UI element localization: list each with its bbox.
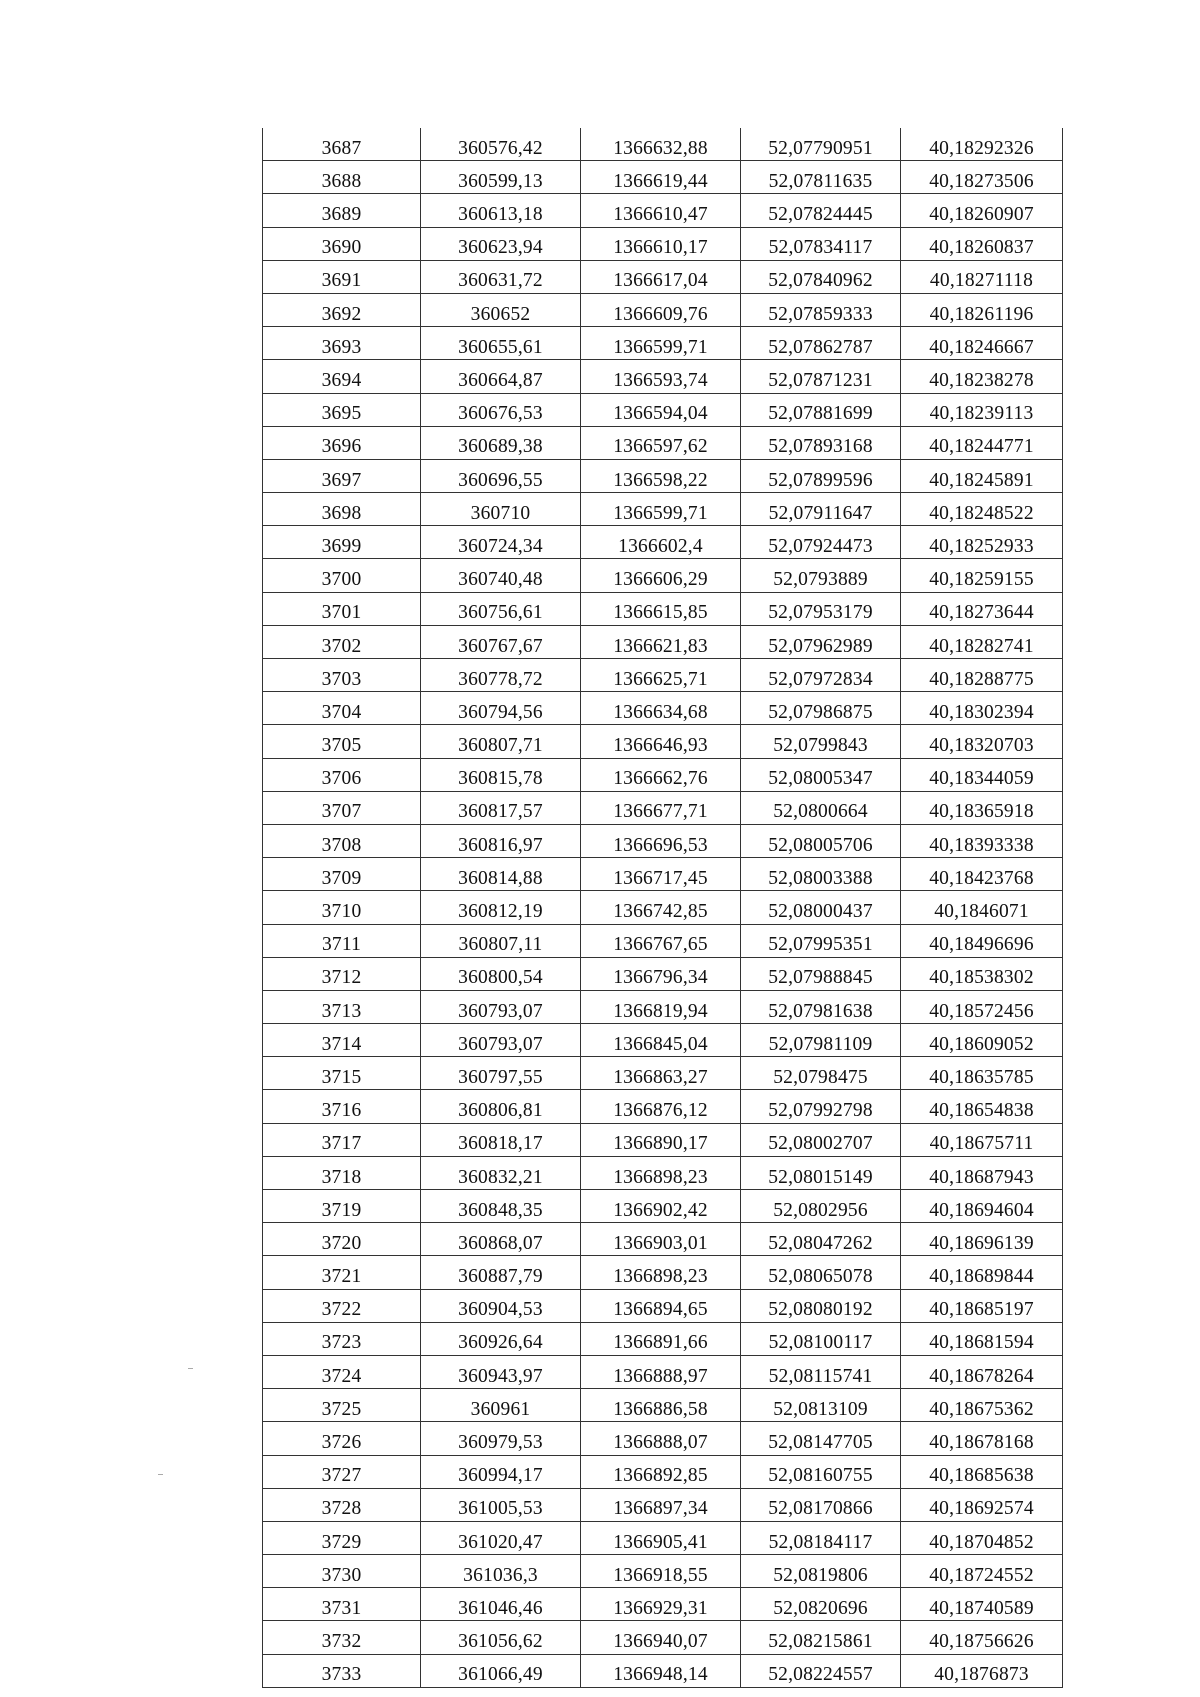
latitude-cell: 52,07881699	[741, 393, 901, 426]
table-row	[263, 1256, 1063, 1289]
table-row	[263, 327, 1063, 360]
x-coordinate-cell: 360710	[421, 493, 581, 526]
y-coordinate-cell: 1366929,31	[581, 1588, 741, 1621]
y-coordinate-cell: 1366948,14	[581, 1654, 741, 1687]
longitude-cell: 40,18496696	[901, 924, 1063, 957]
longitude-cell: 40,18538302	[901, 957, 1063, 990]
table-row	[263, 924, 1063, 957]
longitude-cell: 40,18609052	[901, 1024, 1063, 1057]
latitude-cell: 52,07962989	[741, 625, 901, 658]
y-coordinate-cell: 1366593,74	[581, 360, 741, 393]
table-row	[263, 1389, 1063, 1422]
y-coordinate-cell: 1366594,04	[581, 393, 741, 426]
y-coordinate-cell: 1366892,85	[581, 1455, 741, 1488]
longitude-cell: 40,18675362	[901, 1389, 1063, 1422]
x-coordinate-cell: 360800,54	[421, 957, 581, 990]
x-coordinate-cell: 360815,78	[421, 758, 581, 791]
point-number-cell: 3703	[263, 659, 421, 692]
point-number-cell: 3694	[263, 360, 421, 393]
x-coordinate-cell: 360767,67	[421, 625, 581, 658]
point-number-cell: 3720	[263, 1223, 421, 1256]
longitude-cell: 40,18260837	[901, 227, 1063, 260]
point-number-cell: 3714	[263, 1024, 421, 1057]
y-coordinate-cell: 1366898,23	[581, 1256, 741, 1289]
y-coordinate-cell: 1366886,58	[581, 1389, 741, 1422]
table-row	[263, 1355, 1063, 1388]
point-number-cell: 3723	[263, 1322, 421, 1355]
point-number-cell: 3718	[263, 1156, 421, 1189]
x-coordinate-cell: 361036,3	[421, 1555, 581, 1588]
longitude-cell: 40,18246667	[901, 327, 1063, 360]
table-row	[263, 692, 1063, 725]
table-row	[263, 1654, 1063, 1687]
latitude-cell: 52,07911647	[741, 493, 901, 526]
longitude-cell: 40,18260907	[901, 194, 1063, 227]
y-coordinate-cell: 1366662,76	[581, 758, 741, 791]
x-coordinate-cell: 360689,38	[421, 426, 581, 459]
y-coordinate-cell: 1366634,68	[581, 692, 741, 725]
y-coordinate-cell: 1366845,04	[581, 1024, 741, 1057]
table-row	[263, 360, 1063, 393]
longitude-cell: 40,18245891	[901, 459, 1063, 492]
point-number-cell: 3724	[263, 1355, 421, 1388]
y-coordinate-cell: 1366903,01	[581, 1223, 741, 1256]
y-coordinate-cell: 1366742,85	[581, 891, 741, 924]
y-coordinate-cell: 1366617,04	[581, 260, 741, 293]
longitude-cell: 40,18724552	[901, 1555, 1063, 1588]
latitude-cell: 52,07986875	[741, 692, 901, 725]
x-coordinate-cell: 360848,35	[421, 1190, 581, 1223]
x-coordinate-cell: 360832,21	[421, 1156, 581, 1189]
point-number-cell: 3700	[263, 559, 421, 592]
y-coordinate-cell: 1366819,94	[581, 990, 741, 1023]
table-row	[263, 293, 1063, 326]
latitude-cell: 52,08115741	[741, 1355, 901, 1388]
y-coordinate-cell: 1366796,34	[581, 957, 741, 990]
point-number-cell: 3705	[263, 725, 421, 758]
table-row	[263, 625, 1063, 658]
table-row	[263, 260, 1063, 293]
x-coordinate-cell: 360599,13	[421, 161, 581, 194]
x-coordinate-cell: 360664,87	[421, 360, 581, 393]
latitude-cell: 52,07981638	[741, 990, 901, 1023]
point-number-cell: 3689	[263, 194, 421, 227]
table-row	[263, 1488, 1063, 1521]
y-coordinate-cell: 1366717,45	[581, 858, 741, 891]
x-coordinate-cell: 360613,18	[421, 194, 581, 227]
point-number-cell: 3696	[263, 426, 421, 459]
point-number-cell: 3695	[263, 393, 421, 426]
coordinates-table-body	[263, 128, 1063, 1687]
y-coordinate-cell: 1366918,55	[581, 1555, 741, 1588]
y-coordinate-cell: 1366696,53	[581, 824, 741, 857]
y-coordinate-cell: 1366606,29	[581, 559, 741, 592]
longitude-cell: 40,18271118	[901, 260, 1063, 293]
y-coordinate-cell: 1366767,65	[581, 924, 741, 957]
longitude-cell: 40,18740589	[901, 1588, 1063, 1621]
latitude-cell: 52,07862787	[741, 327, 901, 360]
y-coordinate-cell: 1366677,71	[581, 791, 741, 824]
longitude-cell: 40,18282741	[901, 625, 1063, 658]
x-coordinate-cell: 360794,56	[421, 692, 581, 725]
x-coordinate-cell: 360652	[421, 293, 581, 326]
x-coordinate-cell: 361066,49	[421, 1654, 581, 1687]
table-row	[263, 128, 1063, 161]
table-row	[263, 1057, 1063, 1090]
y-coordinate-cell: 1366599,71	[581, 493, 741, 526]
table-row	[263, 758, 1063, 791]
point-number-cell: 3691	[263, 260, 421, 293]
latitude-cell: 52,08100117	[741, 1322, 901, 1355]
latitude-cell: 52,0820696	[741, 1588, 901, 1621]
y-coordinate-cell: 1366905,41	[581, 1521, 741, 1554]
table-row	[263, 858, 1063, 891]
x-coordinate-cell: 360961	[421, 1389, 581, 1422]
latitude-cell: 52,07834117	[741, 227, 901, 260]
y-coordinate-cell: 1366619,44	[581, 161, 741, 194]
x-coordinate-cell: 360994,17	[421, 1455, 581, 1488]
table-row	[263, 592, 1063, 625]
y-coordinate-cell: 1366902,42	[581, 1190, 741, 1223]
table-row	[263, 559, 1063, 592]
latitude-cell: 52,08015149	[741, 1156, 901, 1189]
y-coordinate-cell: 1366615,85	[581, 592, 741, 625]
x-coordinate-cell: 360797,55	[421, 1057, 581, 1090]
longitude-cell: 40,18273506	[901, 161, 1063, 194]
table-row	[263, 1588, 1063, 1621]
latitude-cell: 52,07790951	[741, 128, 901, 161]
latitude-cell: 52,08160755	[741, 1455, 901, 1488]
longitude-cell: 40,18675711	[901, 1123, 1063, 1156]
point-number-cell: 3712	[263, 957, 421, 990]
table-row	[263, 1024, 1063, 1057]
table-row	[263, 1322, 1063, 1355]
x-coordinate-cell: 360807,11	[421, 924, 581, 957]
point-number-cell: 3709	[263, 858, 421, 891]
latitude-cell: 52,07811635	[741, 161, 901, 194]
latitude-cell: 52,07972834	[741, 659, 901, 692]
scan-artifact-mark	[158, 1474, 163, 1475]
x-coordinate-cell: 360793,07	[421, 990, 581, 1023]
x-coordinate-cell: 361005,53	[421, 1488, 581, 1521]
latitude-cell: 52,08215861	[741, 1621, 901, 1654]
point-number-cell: 3690	[263, 227, 421, 260]
y-coordinate-cell: 1366609,76	[581, 293, 741, 326]
x-coordinate-cell: 360979,53	[421, 1422, 581, 1455]
longitude-cell: 40,18687943	[901, 1156, 1063, 1189]
latitude-cell: 52,07859333	[741, 293, 901, 326]
longitude-cell: 40,18694604	[901, 1190, 1063, 1223]
longitude-cell: 40,18678264	[901, 1355, 1063, 1388]
point-number-cell: 3726	[263, 1422, 421, 1455]
latitude-cell: 52,08147705	[741, 1422, 901, 1455]
x-coordinate-cell: 360926,64	[421, 1322, 581, 1355]
x-coordinate-cell: 360814,88	[421, 858, 581, 891]
x-coordinate-cell: 360904,53	[421, 1289, 581, 1322]
longitude-cell: 40,18704852	[901, 1521, 1063, 1554]
point-number-cell: 3699	[263, 526, 421, 559]
longitude-cell: 40,18654838	[901, 1090, 1063, 1123]
x-coordinate-cell: 360696,55	[421, 459, 581, 492]
table-row	[263, 1190, 1063, 1223]
latitude-cell: 52,07840962	[741, 260, 901, 293]
latitude-cell: 52,07899596	[741, 459, 901, 492]
x-coordinate-cell: 360807,71	[421, 725, 581, 758]
latitude-cell: 52,0798475	[741, 1057, 901, 1090]
y-coordinate-cell: 1366602,4	[581, 526, 741, 559]
table-row	[263, 990, 1063, 1023]
table-row	[263, 1289, 1063, 1322]
point-number-cell: 3727	[263, 1455, 421, 1488]
y-coordinate-cell: 1366646,93	[581, 725, 741, 758]
longitude-cell: 40,18685197	[901, 1289, 1063, 1322]
point-number-cell: 3715	[263, 1057, 421, 1090]
latitude-cell: 52,07992798	[741, 1090, 901, 1123]
point-number-cell: 3697	[263, 459, 421, 492]
latitude-cell: 52,0793889	[741, 559, 901, 592]
latitude-cell: 52,07988845	[741, 957, 901, 990]
latitude-cell: 52,08000437	[741, 891, 901, 924]
latitude-cell: 52,07824445	[741, 194, 901, 227]
x-coordinate-cell: 360806,81	[421, 1090, 581, 1123]
x-coordinate-cell: 360868,07	[421, 1223, 581, 1256]
longitude-cell: 40,18239113	[901, 393, 1063, 426]
table-row	[263, 891, 1063, 924]
longitude-cell: 40,18572456	[901, 990, 1063, 1023]
x-coordinate-cell: 360655,61	[421, 327, 581, 360]
point-number-cell: 3711	[263, 924, 421, 957]
latitude-cell: 52,08002707	[741, 1123, 901, 1156]
x-coordinate-cell: 361046,46	[421, 1588, 581, 1621]
y-coordinate-cell: 1366598,22	[581, 459, 741, 492]
latitude-cell: 52,0802956	[741, 1190, 901, 1223]
longitude-cell: 40,18292326	[901, 128, 1063, 161]
point-number-cell: 3687	[263, 128, 421, 161]
longitude-cell: 40,18678168	[901, 1422, 1063, 1455]
longitude-cell: 40,18320703	[901, 725, 1063, 758]
latitude-cell: 52,07995351	[741, 924, 901, 957]
point-number-cell: 3698	[263, 493, 421, 526]
point-number-cell: 3710	[263, 891, 421, 924]
table-row	[263, 459, 1063, 492]
point-number-cell: 3722	[263, 1289, 421, 1322]
y-coordinate-cell: 1366894,65	[581, 1289, 741, 1322]
longitude-cell: 40,18261196	[901, 293, 1063, 326]
point-number-cell: 3708	[263, 824, 421, 857]
longitude-cell: 40,18248522	[901, 493, 1063, 526]
latitude-cell: 52,08047262	[741, 1223, 901, 1256]
longitude-cell: 40,18393338	[901, 824, 1063, 857]
longitude-cell: 40,1846071	[901, 891, 1063, 924]
latitude-cell: 52,0800664	[741, 791, 901, 824]
longitude-cell: 40,18696139	[901, 1223, 1063, 1256]
y-coordinate-cell: 1366632,88	[581, 128, 741, 161]
table-row	[263, 1223, 1063, 1256]
y-coordinate-cell: 1366876,12	[581, 1090, 741, 1123]
longitude-cell: 40,18344059	[901, 758, 1063, 791]
longitude-cell: 40,18273644	[901, 592, 1063, 625]
latitude-cell: 52,07893168	[741, 426, 901, 459]
x-coordinate-cell: 360817,57	[421, 791, 581, 824]
y-coordinate-cell: 1366597,62	[581, 426, 741, 459]
point-number-cell: 3693	[263, 327, 421, 360]
x-coordinate-cell: 360887,79	[421, 1256, 581, 1289]
point-number-cell: 3692	[263, 293, 421, 326]
table-row	[263, 1422, 1063, 1455]
scan-artifact-mark	[188, 1368, 193, 1369]
x-coordinate-cell: 360818,17	[421, 1123, 581, 1156]
y-coordinate-cell: 1366625,71	[581, 659, 741, 692]
table-row	[263, 526, 1063, 559]
table-row	[263, 194, 1063, 227]
table-row	[263, 161, 1063, 194]
table-row	[263, 1555, 1063, 1588]
table-row	[263, 1455, 1063, 1488]
table-row	[263, 393, 1063, 426]
x-coordinate-cell: 360778,72	[421, 659, 581, 692]
x-coordinate-cell: 360812,19	[421, 891, 581, 924]
y-coordinate-cell: 1366888,07	[581, 1422, 741, 1455]
x-coordinate-cell: 360724,34	[421, 526, 581, 559]
table-row	[263, 227, 1063, 260]
y-coordinate-cell: 1366890,17	[581, 1123, 741, 1156]
longitude-cell: 40,18756626	[901, 1621, 1063, 1654]
y-coordinate-cell: 1366863,27	[581, 1057, 741, 1090]
point-number-cell: 3732	[263, 1621, 421, 1654]
x-coordinate-cell: 360816,97	[421, 824, 581, 857]
point-number-cell: 3719	[263, 1190, 421, 1223]
y-coordinate-cell: 1366897,34	[581, 1488, 741, 1521]
x-coordinate-cell: 360943,97	[421, 1355, 581, 1388]
table-row	[263, 1123, 1063, 1156]
longitude-cell: 40,18252933	[901, 526, 1063, 559]
point-number-cell: 3716	[263, 1090, 421, 1123]
table-row	[263, 1090, 1063, 1123]
latitude-cell: 52,07953179	[741, 592, 901, 625]
table-row	[263, 725, 1063, 758]
longitude-cell: 40,18635785	[901, 1057, 1063, 1090]
latitude-cell: 52,07981109	[741, 1024, 901, 1057]
y-coordinate-cell: 1366940,07	[581, 1621, 741, 1654]
latitude-cell: 52,0813109	[741, 1389, 901, 1422]
point-number-cell: 3728	[263, 1488, 421, 1521]
x-coordinate-cell: 360756,61	[421, 592, 581, 625]
longitude-cell: 40,18423768	[901, 858, 1063, 891]
latitude-cell: 52,08005706	[741, 824, 901, 857]
point-number-cell: 3707	[263, 791, 421, 824]
longitude-cell: 40,18259155	[901, 559, 1063, 592]
point-number-cell: 3701	[263, 592, 421, 625]
table-row	[263, 957, 1063, 990]
point-number-cell: 3733	[263, 1654, 421, 1687]
point-number-cell: 3731	[263, 1588, 421, 1621]
table-row	[263, 791, 1063, 824]
latitude-cell: 52,07924473	[741, 526, 901, 559]
point-number-cell: 3706	[263, 758, 421, 791]
point-number-cell: 3704	[263, 692, 421, 725]
latitude-cell: 52,08170866	[741, 1488, 901, 1521]
x-coordinate-cell: 361056,62	[421, 1621, 581, 1654]
point-number-cell: 3702	[263, 625, 421, 658]
latitude-cell: 52,08005347	[741, 758, 901, 791]
point-number-cell: 3721	[263, 1256, 421, 1289]
table-row	[263, 1621, 1063, 1654]
longitude-cell: 40,18681594	[901, 1322, 1063, 1355]
table-row	[263, 1521, 1063, 1554]
table-row	[263, 1156, 1063, 1189]
longitude-cell: 40,18689844	[901, 1256, 1063, 1289]
y-coordinate-cell: 1366621,83	[581, 625, 741, 658]
y-coordinate-cell: 1366610,17	[581, 227, 741, 260]
x-coordinate-cell: 360623,94	[421, 227, 581, 260]
latitude-cell: 52,08080192	[741, 1289, 901, 1322]
latitude-cell: 52,07871231	[741, 360, 901, 393]
longitude-cell: 40,18302394	[901, 692, 1063, 725]
latitude-cell: 52,08003388	[741, 858, 901, 891]
longitude-cell: 40,18692574	[901, 1488, 1063, 1521]
point-number-cell: 3729	[263, 1521, 421, 1554]
x-coordinate-cell: 360740,48	[421, 559, 581, 592]
x-coordinate-cell: 360793,07	[421, 1024, 581, 1057]
longitude-cell: 40,18685638	[901, 1455, 1063, 1488]
coordinates-table	[262, 128, 1063, 1688]
y-coordinate-cell: 1366610,47	[581, 194, 741, 227]
longitude-cell: 40,18238278	[901, 360, 1063, 393]
x-coordinate-cell: 360631,72	[421, 260, 581, 293]
y-coordinate-cell: 1366888,97	[581, 1355, 741, 1388]
y-coordinate-cell: 1366599,71	[581, 327, 741, 360]
latitude-cell: 52,0799843	[741, 725, 901, 758]
point-number-cell: 3717	[263, 1123, 421, 1156]
point-number-cell: 3725	[263, 1389, 421, 1422]
y-coordinate-cell: 1366891,66	[581, 1322, 741, 1355]
latitude-cell: 52,08065078	[741, 1256, 901, 1289]
longitude-cell: 40,18244771	[901, 426, 1063, 459]
x-coordinate-cell: 360676,53	[421, 393, 581, 426]
latitude-cell: 52,08224557	[741, 1654, 901, 1687]
longitude-cell: 40,18365918	[901, 791, 1063, 824]
table-row	[263, 493, 1063, 526]
x-coordinate-cell: 361020,47	[421, 1521, 581, 1554]
latitude-cell: 52,08184117	[741, 1521, 901, 1554]
table-row	[263, 426, 1063, 459]
point-number-cell: 3713	[263, 990, 421, 1023]
point-number-cell: 3730	[263, 1555, 421, 1588]
table-row	[263, 659, 1063, 692]
longitude-cell: 40,1876873	[901, 1654, 1063, 1687]
x-coordinate-cell: 360576,42	[421, 128, 581, 161]
longitude-cell: 40,18288775	[901, 659, 1063, 692]
point-number-cell: 3688	[263, 161, 421, 194]
y-coordinate-cell: 1366898,23	[581, 1156, 741, 1189]
latitude-cell: 52,0819806	[741, 1555, 901, 1588]
table-row	[263, 824, 1063, 857]
